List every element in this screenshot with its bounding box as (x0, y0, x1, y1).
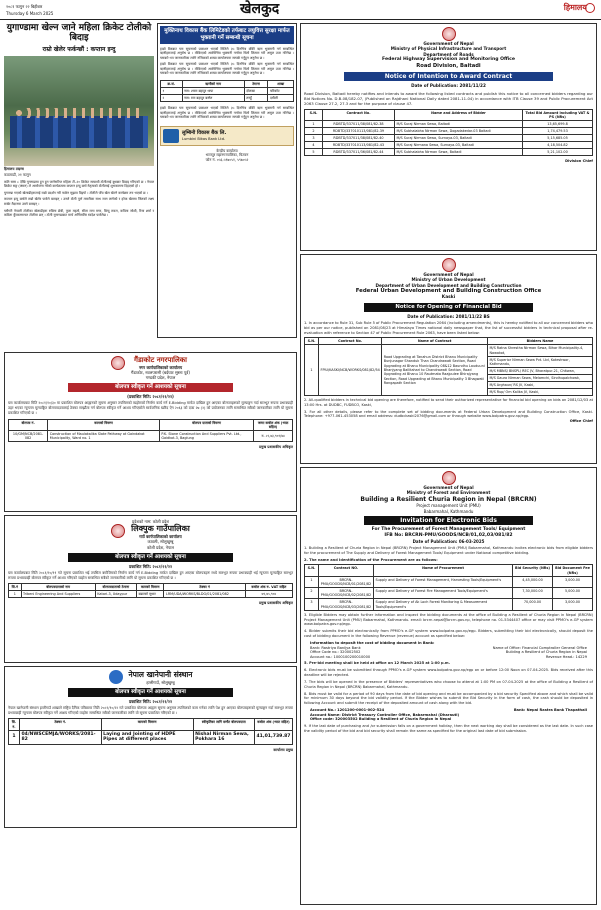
table-cell: M/S Suraj Nirman Sewa, Surnaya-03, Baitadi (394, 135, 522, 142)
brcrn-location: Babarmahal, Kathmandu (423, 508, 474, 514)
gaidakot-sub-office: नगर कार्यपालिकाको कार्यालय (138, 364, 183, 370)
table-cell: Supply and Delivery of Ak Loch Forest Monitoring & Measurement Tools/Equipment's (374, 599, 513, 610)
table-header: Name and Address of Bidder (394, 110, 522, 121)
bidder-name: M/S Superior Nirman Sewa Pvt. Ltd, Koteshwor, Kathmandu, (488, 357, 592, 368)
brcrn-point-4: 4. Bidder submits their bid electronically from PPMO's e-GP system www.bolpatra.gov.np/egp. Bidders, submitting their bid electronically, should deposit the cost of bidding document in the following Revenue (revenue) account as specified below: (304, 629, 593, 639)
nepal-emblem-icon (442, 258, 456, 272)
bidder-name: M/S MBNS/ BNSPL/ REC JV, Bharatpur-21, Chitwan, (488, 368, 592, 375)
nepal-emblem-icon (442, 27, 456, 41)
brcrn-procurement-line: For The Procurement of Forest Management Tools/ Equipment (371, 527, 526, 533)
award-division: Road Division, Baitadi (416, 63, 481, 69)
brcrn-pmu: Project management Unit (PMU) (416, 503, 481, 509)
table-cell: BRCRN-PMU/GOODS/NCB/02/2081/82 (319, 588, 374, 599)
page-date-np: २०८१ फागुन २२ बिहीबार (6, 4, 43, 9)
water-drop-icon (109, 670, 123, 684)
likhupike-body: यस कार्यालयबाट मिति २०८१/१०/११ गते सूचना प्रकाशित भई तपसिल बमोजिमको निर्माण कार्य गर्न E-Bidding मार्फत दाखिल हुन आएका बोलपत्रहरू मध्ये सारभूत रूपमा प्रभावग्राही भई न्यूनतम मूल्याङ्कित सारभूत रूपमा प्रभावग्राही बोलपत्र स्वीकृत गर्ने आशय गरिएको व्यहोरा सम्बन्धित सबैको जानकारीको लागि यो सूचना प्रकाशित गरिएको छ । (8, 570, 293, 580)
table-header-row (305, 110, 593, 121)
table-header: स्वीकृतिका लागि छनौट बोलपत्रदाता (193, 719, 254, 730)
table-header: Contract No. (319, 338, 382, 345)
gaidakot-table (8, 419, 293, 443)
table-row (305, 121, 593, 128)
table-cell: Supply and Delivery of Forest Fire Management Tools/Equipment's (374, 588, 513, 599)
brcrn-notice (300, 467, 597, 905)
table-cell: LRM/UDA/WORKS/BLDG/01/2081/082 (164, 591, 245, 598)
table-header-row (161, 81, 294, 88)
brand-circle-icon (585, 3, 595, 13)
table-cell: Road Upgrading at Tanahun District Bhanu Municipality Bunjunagar Shanduk Than Chandrawati Section, Road Upgrading at Bhanu Municipality 08&12 Baundhu Lauduuni Bhanjyang Bailitahari to Chandrawati Section, Road Upgrading at Bhanu 10 Rautmata Raajpulee Bhirajyang Section, Road Upgrading at Bhanu Municipality 3 Bhagwati Rangapath Section (382, 345, 488, 395)
table-header: ठेक्का नं (164, 584, 245, 591)
table-header: Contract No. (323, 110, 395, 121)
table-cell: 3,000.00 (553, 576, 593, 587)
page-date-en: Thursday 6 March 2025 (6, 11, 54, 16)
gaidakot-province: गण्डकी प्रदेश, नेपाल (145, 375, 176, 381)
table-row (305, 345, 593, 395)
table-cell: RDBTD/337011/38/081/82-38 (323, 121, 395, 128)
award-office: Federal Highway Supervision and Monitoring Office (382, 57, 515, 63)
bidder-name: M/S Rup/ Om Kalika JV, Kaski, (489, 389, 540, 394)
table-header: S.N. (305, 110, 323, 121)
table-cell: 4,18,504.82 (523, 142, 593, 149)
table-cell: दोलखा (244, 88, 268, 95)
brcrn-office-code: Office Code no.: 320002502 (310, 650, 361, 655)
bank-notice-body-extra: हाम्रो बैंकबाट यस सूचनाको प्रकाशन भएको मितिले ३५ दिनभित्र बाँकी ऋण भुक्तानी गर्न सम्बन्धित ऋणीहरूलाई अनुरोध छ । तोकिएको अवधिभित्र भुक्तानी नगरेमा धितो लिलाम गरी असुल उपर गरिनेछ । यसबारे थप जानकारीका लागि नजिकको शाखा कार्यालयमा सम्पर्क गर्नुहुन अनुरोध छ । (160, 105, 294, 120)
table-header: कामको विवरण (48, 419, 160, 430)
table-row (305, 149, 593, 156)
table-cell: FPIU/KASKI/NCB/WORKS/081/82/54 (319, 345, 382, 395)
table-cell: 1 (305, 121, 323, 128)
water-signoff: कार्यालय प्रमुख (273, 748, 293, 753)
gaidakot-signoff: प्रमुख प्रशासकीय अधिकृत (259, 445, 293, 450)
brcrn-acc-bank: Bank: Nepal Rastra Bank Thapathali (513, 708, 587, 713)
table-cell: M/S Suraj Nirman Sewa, Baitadi (394, 121, 522, 128)
bank-name: लुम्बिनी विकास बैंक लि. (182, 130, 227, 137)
table-cell: बढारको सुधार (136, 591, 164, 598)
brcrn-office-name2: Building a Resilient of Churia Region in Nepal (505, 650, 587, 655)
table-row (305, 576, 593, 587)
bid-point-1: 1. In accordance to Rule 31, Sub Rule 5 of Public Procurement Regulation 2064 (including amendments), this is hereby notified to all our concerned bidders who bid as per our notice, published on 2081/08/23 at Himalaya Times national daily newspaper that, the list of successful bidders in technical proposal after re-evaluation with reference to Section 47 of Public Procurement Rule 2063, have been listed below: (304, 320, 593, 335)
gaidakot-address: गैंडाकोट, नवलपरासी (बर्दघाट सुस्ता पूर्व) (131, 370, 190, 376)
table-cell: RDBTD/337010113/081/82-43 (323, 142, 395, 149)
award-gov: Government of Nepal (423, 41, 474, 46)
table-cell: 4 (305, 142, 323, 149)
table-cell: 1 (9, 730, 20, 744)
table-header: कामको विवरण (136, 584, 164, 591)
story-paragraph: युगाण्डा गएको खेलाडीहरूलाई राम्रो प्रदर्शन गरी फर्कन सुझाव दिइयो । टोलीले पाँच खेल खेल्ने कार्यक्रम तय भएको छ । (4, 190, 148, 195)
table-header-row (9, 584, 293, 591)
brand-logo: हिमालय (563, 3, 587, 12)
table-header: Name of Contract (382, 338, 488, 345)
bank-logo-icon (163, 129, 179, 143)
table-cell: चरिकोट (268, 88, 294, 95)
table-cell: Tribeni Engineering And Suppliers (21, 591, 95, 598)
brcrn-table (304, 564, 593, 610)
table-cell: 41,01,739.87 (254, 730, 292, 744)
table-cell: RDBTD/337010113/081/82-39 (323, 128, 395, 135)
table-header: बोलपत्र दाताको विवरण (159, 419, 253, 430)
table-header: कबोल अंक रु. VAT सहित (245, 584, 292, 591)
award-body: Road Division, Baitadi hereby notifies and intends to award the following listed contracts and publish this notice to all concerned bidders regarding our Bid Notices No. D.B-08/182-07, (Published on Rajdhani National Daily dated 2081-11-04) in accordance with ITB Clause 39 and Public Procurement Act 2063 Clause 27.2, 27.3 and for the purpose of clause 47. (304, 90, 593, 106)
bid-band: Notice for Opening of Financial Bid (364, 303, 533, 312)
table-header: Total Bid Amount including VAT & PS (NRs) (523, 110, 593, 121)
brcrn-account-info (310, 708, 587, 722)
table-cell: १ (161, 88, 183, 95)
table-row (161, 88, 294, 95)
brcrn-point-8: 8. Bids must be valid for a period of 90 days from the date of bid opening and must be accompanied by a bid security Specified above and which shall be valid for minimum 30 days beyond the bid validity period. If the Bidder wishes to submit the Bid Security in the form of cash, the cash should be deposited in following Account and submit the receipt of the deposited amount of cash along with the bid. (304, 691, 593, 706)
bank-name-en: Lumbini Bikas Bank Ltd. (182, 136, 226, 141)
water-office: नेपाल खानेपानी संस्थान (128, 670, 193, 679)
table-cell: 3,000.00 (553, 599, 593, 610)
table-cell: Katari-3, Udaypur (95, 591, 136, 598)
nepal-emblem-icon (111, 524, 125, 538)
brcrn-office-name: Name of Office: Financial Comptroller General Office (492, 645, 587, 650)
table-header: बोलपत्र नं. (9, 419, 48, 430)
bid-place: Kaski (441, 295, 456, 301)
table-row (305, 128, 593, 135)
table-cell: 5,000.00 (553, 588, 593, 599)
gaidakot-office: गैंडाकोट नगरपालिका (134, 356, 187, 364)
table-header: Bid Security (NRs) (513, 565, 553, 576)
brcrn-deposit-row (310, 655, 587, 660)
award-pub-date: Date of Publication: 2081/11/22 (411, 83, 486, 89)
bidder-name: M/S Arghaun/ RS JV, Kaski, (488, 382, 592, 389)
table-header-row (9, 719, 293, 730)
table-cell: 5,21,102.00 (523, 149, 593, 156)
page-header (0, 0, 601, 20)
table-header: क्र.सं. (161, 81, 183, 88)
bank-notice (157, 23, 297, 338)
table-header: ठेक्का नं. (19, 719, 101, 730)
table-header: कामको विवरण (101, 719, 193, 730)
players-faces-icon (14, 108, 144, 118)
brcrn-project: Building a Resilient Churia Region in Nepal (BRCRN) (360, 495, 537, 503)
table-cell: नाम: श्याम बहादुर थापा (182, 88, 244, 95)
brcrn-pub-date: Date of Publication: 06-03-2025 (412, 538, 485, 544)
story-paragraph: कप्तान इन्दु बर्माले राम्रो खेलेर फर्कने बताइन् । उनले टोली पूर्ण तयारीका साथ जान लागेको र हरेक खेलमा जितको लक्ष्य राखेर मैदानमा उत्रने बताइन् । (4, 197, 154, 206)
table-row (9, 431, 293, 442)
table-cell: 13,65,699.8 (523, 121, 593, 128)
table-row (305, 599, 593, 610)
bidders-cell (488, 345, 593, 395)
bid-ministry: Ministry of Urban Development (411, 277, 486, 283)
table-header: सि.नं (9, 584, 22, 591)
gaidakot-notice (4, 352, 297, 512)
table-header-row (305, 565, 593, 576)
bid-gov: Government of Nepal (423, 272, 474, 277)
gaidakot-pub-date: (प्रकाशित मिति: २०८१/११/२२) (127, 394, 174, 400)
bank-phone: फोन नं. ०५६-५९७०५१, ५९७०५२ (205, 157, 249, 162)
gaidakot-band: बोलपत्र स्वीकृत गर्ने आशयको सूचना (68, 383, 233, 392)
table-header: S.N. (305, 338, 319, 345)
brcrn-band: Invitation for Electronic Bids (364, 516, 533, 526)
table-cell: Laying and Jointing of HDPE Pipes at different places (101, 730, 193, 744)
table-cell: 2 (305, 128, 323, 135)
table-cell: 1 (9, 591, 22, 598)
award-band: Notice of Intention to Award Contract (344, 72, 553, 82)
table-header: ऋणीको नाम (182, 81, 244, 88)
table-cell: 70,000.00 (513, 599, 553, 610)
brcrn-point-1: 1. Building a Resilient of Churia Region in Nepal (BRCRN) Project Management Unit (PMU) Babarmahal, Kathmandu invites electronic bids from eligible bidders for the procurement of The Supply and Delivery of Forest Management Tools/ Equipment under National competitive bidding. (304, 545, 593, 555)
bank-office: केन्द्रीय कार्यालय (216, 148, 238, 153)
bank-notice-headline: मुक्तिनाथ विकास बैंक लिमिटेडको तर्फबाट लघुवित्त सुरक्षा मार्फत भुक्तानी गर्ने सम्बन्धी सूचना (160, 26, 294, 44)
bid-signoff: Office Chief (569, 419, 593, 424)
table-header: कबोल अंक (भ्याट सहित) (254, 719, 292, 730)
table-cell: रु. ८९,७३,९०१/७४ (254, 431, 293, 442)
table-cell: दमौली (268, 94, 294, 101)
table-row (305, 142, 593, 149)
likhupike-head (8, 524, 293, 550)
players-row-icon (10, 116, 148, 148)
table-cell: 4,45,000.00 (513, 576, 553, 587)
brcrn-ministry: Ministry of Forest and Environment (406, 490, 491, 496)
water-body: नेपाल खानेपानी संस्थान हात्तीगाउँ शाखाले राष्ट्रिय दैनिक पत्रिकामा मिति २०८१/१०/२२ गते प्रकाशित बोलपत्र आह्वान सूचना अनुसार तपसिलको काम गर्नका लागि पेश हुन आएका बोलपत्रहरूको मूल्याङ्कन गर्दा सारभूत रूपमा प्रभावग्राही न्यूनतम बोलपत्र स्वीकृत गर्ने आशय गरिएको व्यहोरा सम्बन्धित सबैको जानकारीका लागि यो सूचना प्रकाशित गरिएको छ । (8, 705, 293, 715)
table-cell: 5,15,685.05 (523, 135, 593, 142)
brcrn-account: Account no.: 1000100200010000 (310, 654, 371, 659)
brcrn-bank-name: Bank: Rastriya Banijya Bank (310, 645, 361, 650)
brcrn-ifb: IFB No: BRCRN-PMU/GOODS/NCB/01,02,03/081/82 (384, 532, 513, 538)
award-notice (300, 23, 597, 251)
table-cell: 1 (305, 345, 319, 395)
brcrn-acc-no: Account No.: 1201200-0001-002-524 (310, 708, 385, 713)
bid-office: Federal Urban Development and Building Construction Office (355, 288, 542, 295)
brcrn-point-6: 6. Electronic bids must be submitted through PPMO's e-GP system www.bolpatra.gov.np/egp on or before 12:00 Noon on 07-04-2025. Bids received after this deadline will be rejected. (304, 668, 593, 677)
likhupike-address: कावली, सोलुखुम्बु (147, 539, 174, 545)
table-header-row (305, 338, 593, 345)
table-cell: ७९,७५,९०४ (245, 591, 292, 598)
table-cell: 1 (305, 576, 319, 587)
award-table (304, 109, 593, 156)
table-header: Bidders Name (488, 338, 593, 345)
table-cell: RDBTD/337011/38/081/82-40 (323, 135, 395, 142)
bid-point-2: 2. All-qualified bidders in technical bid opening are therefore, notified to send their authorized representative for financial bid opening on bids on 2081/12/03 at 13:00 Hrs. at DUDBC, FUDBCO, Kaski, (304, 397, 593, 407)
table-cell: Nishal Nirman Sewa, Pokhara 16 (193, 730, 254, 744)
table-header: Bid Document Fee (NRs) (553, 565, 593, 576)
nepal-emblem-icon (111, 356, 125, 370)
story-paragraph: कति सम्म ८ देखि युगाण्डामा हुन हुन जानेसरिज महिला टी–२० क्रिकेट सम्बन्धी टोलीलाई बुधबार बिदाइ गरिएको छ । नेपाल क्रिकेट सङ्घ (क्यान) ले आयोजना गरेको कार्यक्रममा कप्तान इन्दु बर्मा नेतृत्वको टोलीलाई शुभकामना दिइएको हो । (4, 179, 154, 189)
bank-notice-table (160, 80, 294, 102)
table-header: Contract NO. (319, 565, 374, 576)
table-cell: BRCRN-PMU/GOODS/NCB/03/2081/82 (319, 599, 374, 610)
table-header: Name of Procurement (374, 565, 513, 576)
bank-brand-block (160, 126, 294, 146)
table-cell: 7,30,000.00 (513, 588, 553, 599)
bid-point-3: 3. For all other details, please refer to the complete set of bidding documents at Federal Urban Development and Building Construction Office, Kaski. Telephone: +977-061-453058 and email address: dudbckaski2076@gmail.com or through website www.bolpatra.gov.np/egp. (304, 409, 593, 419)
likhupike-signoff: प्रमुख प्रशासकीय अधिकृत (259, 601, 293, 606)
table-cell: 5 (305, 149, 323, 156)
brcrn-acc-code: Office code: 320003502 Building a Resilient of Churia Region in Nepal (310, 717, 452, 722)
gaidakot-head (8, 356, 293, 380)
likhupike-office: लिक्पुक गाउँपालिका (131, 524, 190, 534)
table-row (305, 135, 593, 142)
team-photo (4, 56, 154, 166)
table-cell: तनहुँ (244, 94, 268, 101)
table-header: जम्मा कबोल अंक (भ्याट सहित) (254, 419, 293, 430)
award-ministry: Ministry of Physical Infrastructure and Transport (390, 46, 507, 52)
brcrn-deposit-info (310, 641, 587, 659)
table-cell: M/S Subhalabha Nirman Sewa, Dogadakedar-03 Baitadi (394, 128, 522, 135)
brcrn-point-3: 3. Eligible Bidders may obtain further information and inspect the bidding documents at the office of Building a Resilient of Churia Region in Nepal (BRCRN) Project Management Unit (PMU) Babarmahal, Kathmandu. email: brcrn.nepal@brcrn.gov.np, telephone no. 01-5344407 office or may visit PPMO's e-GP system www.bolpatra.gov.np/egp. (304, 612, 593, 627)
likhupike-province-line: प्रदेशको नाम: कोशी प्रदेश (131, 519, 170, 524)
bank-notice-body: हाम्रो बैंकबाट यस सूचनाको प्रकाशन भएको मितिले ३५ दिनभित्र बाँकी ऋण भुक्तानी गर्न सम्बन्धित ऋणीहरूलाई अनुरोध छ । तोकिएको अवधिभित्र भुक्तानी नगरेमा धितो लिलाम गरी असुल उपर गरिनेछ । यसबारे थप जानकारीका लागि नजिकको शाखा कार्यालयमा सम्पर्क गर्नुहुन अनुरोध छ । (160, 46, 294, 60)
table-cell: 3 (305, 135, 323, 142)
water-table (8, 718, 293, 745)
water-head (8, 670, 293, 685)
brcrn-point-7: 7. The bids will be opened in the presence of Bidders' representatives who choose to attend at 1:00 PM on 07-04-2025 at the office of Building a Resilient of Churia Region in Nepal (BRCRN) Babarmahal, Kathmandu. (304, 679, 593, 689)
table-cell: M/S Suraj Nirmana Sewa, Surnaya-03, Baitadi (394, 142, 522, 149)
story-dateline: काठमाडौं, २१ फागुन (4, 172, 31, 177)
table-cell: M/S Subhalabha Nirman Sewa, Baitadi (394, 149, 522, 156)
brcrn-point-9: 9. If the last date of purchasing and /or submission falls on a government holiday, then the next working day shall be considered as the last date. In such case the validity period of the bid and bid security shall remain the same as specified for the original last date of bid submission. (304, 723, 593, 733)
table-header: बोलपत्रदाताको नाम (21, 584, 95, 591)
likhupike-band: बोलपत्र स्वीकृत गर्ने आशयको सूचना (68, 553, 233, 562)
sports-story (4, 23, 154, 348)
table-header: ठेगाना (244, 81, 268, 88)
water-pub-date: प्रकाशित मिति: २०८१/११/२२ (128, 698, 173, 704)
story-subhead: राम्रो खेलेर फर्कन्छौं : कप्तान इन्दु (42, 45, 116, 53)
table-row (9, 591, 293, 598)
brcrn-gov: Government of Nepal (423, 485, 474, 490)
brcrn-acc-name: Account Name: District Treasury Controller Office, Babarmahal (Dharauti) (310, 712, 460, 717)
water-sub-office: हात्तीगाउँ, सोलुखुम्बु (146, 679, 175, 685)
gaidakot-body: यस कार्यालयबाट मिति २०८१/१०/३० मा प्रकाशित बोलपत्र आह्वानको सूचना अनुसार तपसिलको व्यहोराको निर्माण कार्य गर्न E-Bidding मार्फत दाखिल हुन आएका बोलपत्रहरूको मूल्याङ्कन गर्दा सारभूत रूपमा प्रभावग्राही ठहर भएका न्यूनतम मूल्याङ्कित बोलपत्रदातालाई ठेक्का सम्झौता गर्न बोलपत्र स्वीकृत गर्ने आशय गरिएकोले सार्वजनिक खरिद ऐन २०६३ को दफा २७ (२) को प्रयोजनका लागि सम्बन्धित सबैको जानकारीका लागि यो सूचना प्रकाशित गरिएको छ । (8, 401, 293, 415)
table-cell: 2 (305, 588, 319, 599)
brcrn-revenue-head: Revenue Head.: 14229 (545, 654, 587, 659)
table-row (305, 588, 593, 599)
likhupike-province: कोशी प्रदेश, नेपाल (146, 544, 175, 550)
table-cell: 3 (305, 599, 319, 610)
bid-dept: Department of Urban Development and Building Construction (375, 282, 522, 288)
bid-table (304, 337, 593, 395)
bid-opening-notice (300, 254, 597, 464)
table-cell: RDBTD/337011/36/081/82-44 (323, 149, 395, 156)
bidder-name: M/S Ratna Shrestha Nirman Sewa, Bihar Municipality-4, Nawakot, (488, 345, 592, 356)
table-cell: 04/NWSCEMJA/WORKS/2081-82 (19, 730, 101, 744)
table-header: शाखा (268, 81, 294, 88)
table-cell: नाम: राम बहादुर बस्नेत (182, 94, 244, 101)
likhupike-pub-date: प्रकाशित मिति: २०८१/११/२२ (128, 563, 173, 569)
brcrn-point-5: 5. Pre-bid meeting shall be held at office on 12 March 2025 at 1:00 p.m. (304, 661, 450, 666)
award-dept: Department of Roads (423, 51, 474, 57)
table-row (161, 94, 294, 101)
likhupike-sub-office: गाउँ कार्यपालिकाको कार्यालय (139, 534, 182, 540)
table-row (9, 730, 293, 744)
table-cell: २ (161, 94, 183, 101)
table-cell: Construction of Maulakalika Slate Pathway at Gaindakot Municipality, Ward no. 1 (48, 431, 160, 442)
photo-caption: हिमालय टाइम्स (4, 167, 24, 172)
table-cell: Supply and Delivery of Forest Management, Harvesting Tools/Equipment's (374, 576, 513, 587)
table-cell: P.K. Stone Construction And Suppliers Pvt. Ltd., Gaidkot-3, Baglung (159, 431, 253, 442)
brcrn-point-2: 2. The name and Identification of the Procurement are as follows: (304, 557, 438, 562)
bank-address: भरतपुर महानगरपालिका, चितवन (205, 153, 249, 158)
table-cell: 10/GM/NCB/2081-082 (9, 431, 48, 442)
table-header-row (9, 419, 293, 430)
brcrn-deposit-title: Information to deposit the cost of bidding document in Bank: (310, 640, 435, 645)
likhupike-notice (4, 515, 297, 663)
nepal-emblem-icon (442, 471, 456, 485)
story-headline: युगाण्डामा खेल्न जाने महिला क्रिकेट टोलीको बिदाइ (6, 23, 152, 44)
table-cell: BRCRN-PMU/GOODS/NCB/01/2081/82 (319, 576, 374, 587)
table-header: S.N. (305, 565, 319, 576)
water-notice (4, 666, 297, 828)
story-paragraph: यसैगरी नेपाली टोलीका खेलाडीहरू रुबिना छेत्री, पुजा महतो, सीता राना मगर, बिन्दु रावल, कविता जोशी, रिया शर्मा र कविता कुँवरलगायत टोलीमा छन् । टोली युगाण्डाबाट मार्च अन्तिमतिर स्वदेश फर्कनेछ । (4, 208, 154, 218)
award-signoff: Division Chief (565, 159, 593, 164)
table-cell: 1,74,479.53 (523, 128, 593, 135)
bid-pub-date: Date of Publication: 2081/11/22 BS (407, 313, 490, 319)
section-title: खेलकुद (240, 1, 280, 17)
bank-notice-body-repeat: हाम्रो बैंकबाट यस सूचनाको प्रकाशन भएको मितिले ३५ दिनभित्र बाँकी ऋण भुक्तानी गर्न सम्बन्धित ऋणीहरूलाई अनुरोध छ । तोकिएको अवधिभित्र भुक्तानी नगरेमा धितो लिलाम गरी असुल उपर गरिनेछ । यसबारे थप जानकारीका लागि नजिकको शाखा कार्यालयमा सम्पर्क गर्नुहुन अनुरोध छ । (160, 62, 294, 76)
table-header: बोलपत्रदाताको ठेगाना (95, 584, 136, 591)
table-header: सि. नं. (9, 719, 20, 730)
likhupike-table (8, 583, 293, 598)
bidder-name: M/S Gaura Nirman Sewa, Melamchi, Sindhupalchowk, (488, 375, 592, 382)
water-band: बोलपत्र स्वीकृत गर्ने आशयको सूचना (68, 688, 233, 697)
